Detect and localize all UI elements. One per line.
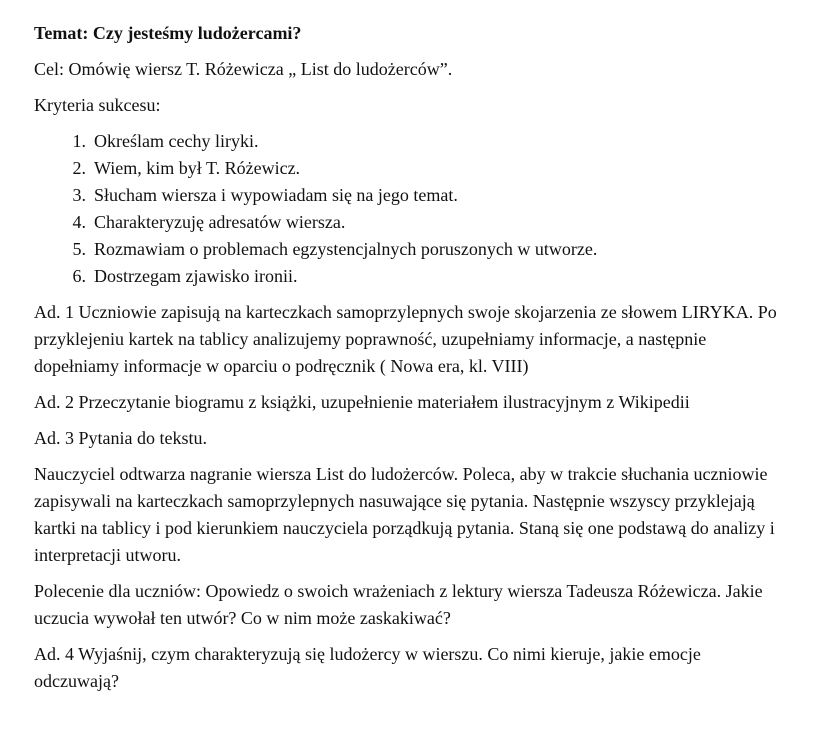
list-item-number: 6.	[72, 266, 86, 286]
paragraph-ad2: Ad. 2 Przeczytanie biogramu z książki, uzupełnienie materiałem ilustracyjnym z Wikipedii	[34, 392, 690, 412]
paragraph-ad1: Ad. 1 Uczniowie zapisują na karteczkach samoprzylepnych swoje skojarzenia ze słowem LIRYKA. Po przyklejeniu kartek na tablicy analizujemy poprawność, uzupełniamy informacje, a następnie dopełniamy informacje w oparciu o podręcznik ( Nowa era, kl. VIII)	[34, 302, 777, 376]
list-item	[72, 155, 784, 182]
paragraph-ad4: Ad. 4 Wyjaśnij, czym charakteryzują się ludożercy w wierszu. Co nimi kieruje, jakie emocje odczuwają?	[34, 644, 701, 691]
list-item	[72, 263, 784, 290]
list-item-text: Charakteryzuję adresatów wiersza.	[94, 212, 346, 232]
list-item	[72, 209, 784, 236]
list-item-text: Dostrzegam zjawisko ironii.	[94, 266, 298, 286]
paragraph-ad3: Ad. 3 Pytania do tekstu.	[34, 428, 207, 448]
paragraph-student-task: Polecenie dla uczniów: Opowiedz o swoich wrażeniach z lektury wiersza Tadeusza Różewicza. Jakie uczucia wywołał ten utwór? Co w nim może zaskakiwać?	[34, 581, 763, 628]
list-item	[72, 182, 784, 209]
list-item-number: 1.	[72, 131, 86, 151]
list-item-number: 5.	[72, 239, 86, 259]
list-item-text: Określam cechy liryki.	[94, 131, 259, 151]
list-item	[72, 128, 784, 155]
lesson-title: Temat: Czy jesteśmy ludożercami?	[34, 23, 302, 43]
list-item-text: Wiem, kim był T. Różewicz.	[94, 158, 301, 178]
list-item-text: Słucham wiersza i wypowiadam się na jego temat.	[94, 185, 458, 205]
list-item-number: 4.	[72, 212, 86, 232]
list-item-text: Rozmawiam o problemach egzystencjalnych poruszonych w utworze.	[94, 239, 598, 259]
paragraph-teacher-instructions: Nauczyciel odtwarza nagranie wiersza List do ludożerców. Poleca, aby w trakcie słuchania uczniowie zapisywali na karteczkach samoprzylepnych nasuwające się pytania. Następnie wszyscy przyklejają kartki na tablicy i pod kierunkiem nauczyciela porządkują pytania. Staną się one podstawą do analizy i interpretacji utworu.	[34, 464, 775, 565]
criteria-list	[34, 128, 784, 290]
list-item-number: 2.	[72, 158, 86, 178]
list-item	[72, 236, 784, 263]
list-item-number: 3.	[72, 185, 86, 205]
lesson-goal: Cel: Omówię wiersz T. Różewicza „ List do ludożerców”.	[34, 59, 453, 79]
criteria-heading: Kryteria sukcesu:	[34, 95, 161, 115]
